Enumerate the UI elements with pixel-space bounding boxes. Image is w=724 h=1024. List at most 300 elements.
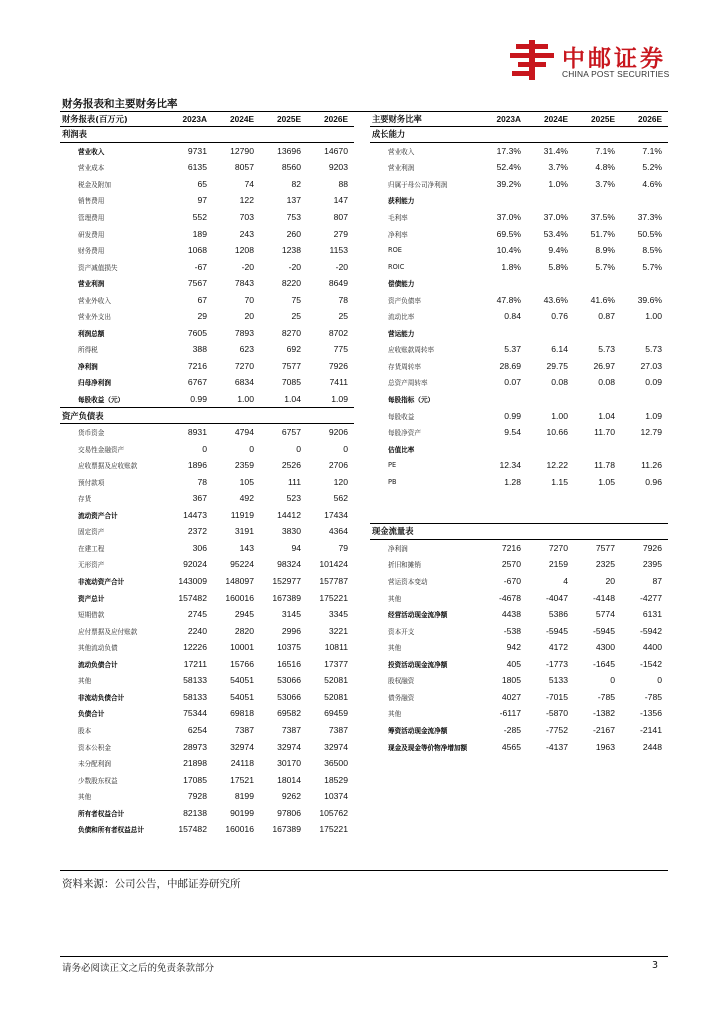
table-row [370,325,668,342]
cell-value: -1356 [640,708,662,719]
cell-value: 53066 [277,691,301,702]
cell-value: 8.9% [595,245,615,256]
cell-value: 0.76 [551,311,568,322]
cell-value: 7085 [281,377,301,388]
cell-value: 29.75 [546,360,568,371]
cell-value: 279 [333,228,348,239]
header-year: 2024E [527,112,574,126]
cell-value: 147 [333,195,348,206]
brand-name-en: CHINA POST SECURITIES [562,69,670,79]
cell-value: 122 [239,195,254,206]
cell-value: 7387 [281,724,301,735]
row-label: 现金及现金等价物净增加额 [388,743,468,752]
cell-value: 53.4% [543,228,568,239]
cell-value: -7752 [546,724,568,735]
cell-value: 2945 [234,609,254,620]
cell-value: 30170 [277,758,301,769]
table-row [370,143,668,160]
cell-value: 28.69 [499,360,521,371]
row-label: 资本开支 [388,627,415,636]
disclaimer-note: 请务必阅读正文之后的免责条款部分 [62,963,215,974]
table-row [370,126,668,143]
cell-value: 17.3% [496,146,521,157]
table-row [60,656,354,673]
cell-value [527,490,574,507]
row-label: 未分配利润 [78,760,111,769]
row-label: 每股指标（元） [388,396,435,405]
table-row [370,159,668,176]
table-row [370,374,668,391]
row-label: 每股收益 [388,412,415,421]
cell-value: 4 [563,576,568,587]
cell-value: 8702 [328,327,348,338]
cell-value: 8649 [328,278,348,289]
cell-value: 2325 [595,559,615,570]
cell-value: -20 [241,261,254,272]
cell-value: -7015 [546,691,568,702]
cell-value: 2359 [234,460,254,471]
cell-value: 78 [197,476,207,487]
table-row [370,440,668,457]
cell-value: 3.7% [548,162,568,173]
cell-value: 4565 [501,741,521,752]
cell-value: -1773 [546,658,568,669]
financial-statements-table [60,112,354,838]
cell-value [480,507,527,524]
cell-value: 26.97 [593,360,615,371]
cell-value: 82 [291,178,301,189]
cell-value: 58133 [183,691,207,702]
cell-value [307,126,354,143]
cell-value: 2570 [501,559,521,570]
row-label: 销售费用 [78,197,105,206]
cell-value: 9206 [328,427,348,438]
cell-value: -785 [597,691,615,702]
cell-value: 2448 [642,741,662,752]
cell-value: 2240 [187,625,207,636]
cell-value: 27.03 [640,360,662,371]
cell-value: 10375 [277,642,301,653]
row-label: 所有者权益合计 [78,809,125,818]
cell-value: 0.87 [598,311,615,322]
cell-value [307,407,354,424]
cell-value [527,507,574,524]
cell-value: 5.37 [504,344,521,355]
cell-value: 5774 [595,609,615,620]
cell-value [480,192,527,209]
cell-value: 160016 [225,824,254,835]
table-header-row [370,112,668,126]
cell-value: -4148 [593,592,615,603]
header-year: 2023A [166,112,213,126]
table-row [60,523,354,540]
cell-value: 0 [657,675,662,686]
table-row [60,788,354,805]
row-label: 投资活动现金流净额 [388,660,448,669]
cell-value: -1542 [640,658,662,669]
cell-value: 8931 [187,427,207,438]
table-row [370,225,668,242]
header-year: 2026E [307,112,354,126]
cell-value: 3345 [328,609,348,620]
cell-value: 32974 [230,741,254,752]
table-row [370,589,668,606]
cell-value: 11.70 [594,427,615,438]
row-label: 净利润 [78,362,98,371]
cell-value: 7926 [328,360,348,371]
row-label: 资本公积金 [78,743,111,752]
table-row [370,407,668,424]
cell-value: 24118 [230,758,254,769]
cell-value: 21898 [183,758,207,769]
cell-value: 14412 [277,509,301,520]
brand-logo [510,38,670,84]
table-row [60,407,354,424]
table-row [60,755,354,772]
row-label: 资产负债率 [388,296,421,305]
cell-value: 1.8% [501,261,521,272]
cell-value: 1.0% [548,178,568,189]
table-row [370,176,668,193]
cell-value: 69818 [230,708,254,719]
cell-value: 3830 [281,526,301,537]
cell-value: -4678 [499,592,521,603]
table-row [60,589,354,606]
cell-value: 28973 [183,741,207,752]
cell-value [213,407,260,424]
cell-value: 1.00 [551,410,568,421]
cell-value: 175221 [319,824,348,835]
table-row [370,573,668,590]
cell-value: 0.09 [645,377,662,388]
row-label: 营业利润 [78,280,105,289]
cell-value: 17085 [183,774,207,785]
cell-value: 12.79 [640,427,662,438]
cell-value: 143009 [178,576,207,587]
cell-value: 4172 [548,642,568,653]
cell-value: 65 [197,178,207,189]
cell-value [480,126,527,143]
row-label: 所得税 [78,346,98,355]
cell-value: 2395 [642,559,662,570]
cell-value: 17377 [324,658,348,669]
row-label: 其他 [78,793,92,802]
cell-value: 6.14 [551,344,568,355]
cell-value: 5.7% [595,261,615,272]
table-row [60,325,354,342]
cell-value [260,407,307,424]
cell-value: 36500 [324,758,348,769]
table-row [60,771,354,788]
row-label: 存货周转率 [388,362,421,371]
cell-value: 4.8% [595,162,615,173]
cell-value [527,391,574,408]
cell-value: 1.15 [551,476,568,487]
cell-value: -1645 [593,658,615,669]
table-row [60,291,354,308]
row-label: 归属于母公司净利润 [388,180,448,189]
table-row [60,804,354,821]
cell-value: 942 [506,642,521,653]
cell-value [260,126,307,143]
table-row [60,821,354,838]
table-row [370,672,668,689]
table-row [60,689,354,706]
cell-value: 1.00 [213,391,260,408]
cell-value: -5870 [546,708,568,719]
cell-value: 4794 [234,427,254,438]
cell-value: 8199 [234,791,254,802]
cell-value: 1.09 [645,410,662,421]
cell-value: 37.5% [590,212,615,222]
cell-value: 260 [286,228,301,239]
cell-value: 69.5% [496,228,521,239]
cell-value: -5945 [593,625,615,636]
table-row [370,192,668,209]
cell-value [480,523,527,540]
cell-value: 18529 [324,774,348,785]
cell-value [574,490,621,507]
cell-value [574,523,621,540]
table-row [60,490,354,507]
cell-value: 7411 [329,377,348,388]
cell-value [621,391,668,408]
cell-value: 58133 [183,675,207,686]
cell-value: -670 [503,576,521,587]
cell-value: 69582 [277,708,301,719]
cell-value: 1238 [281,245,301,256]
table-row [60,424,354,441]
cell-value: 70 [244,294,254,305]
row-label: 利润总额 [78,329,105,338]
table-row [60,622,354,639]
cell-value: 623 [239,344,254,355]
cell-value: 7577 [595,543,615,554]
row-label: 营运资本变动 [388,578,428,587]
row-label: 流动资产合计 [78,511,118,520]
cell-value: 12790 [230,146,254,157]
table-row [60,341,354,358]
table-header-row [60,112,354,126]
row-label: 营业成本 [78,164,105,173]
row-label: 净利润 [388,545,408,554]
cell-value: 4300 [595,642,615,653]
row-label: 筹资活动现金流净额 [388,726,448,735]
cell-value [527,192,574,209]
cell-value: 67 [197,294,207,305]
cell-value: 2820 [234,625,254,636]
row-label: 其他 [388,644,402,653]
table-row [370,258,668,275]
table-row [370,209,668,226]
cell-value: 10.66 [546,427,568,438]
cell-value: 25 [338,311,348,322]
cell-value: 4364 [328,526,348,537]
cell-value: 807 [333,212,348,222]
table-row [370,622,668,639]
cell-value: 2159 [548,559,568,570]
row-label: 固定资产 [78,528,105,537]
cell-value: 105 [239,476,254,487]
cell-value: 41.6% [590,294,615,305]
cell-value: 7.1% [595,146,615,157]
footer-divider [60,956,668,957]
header-label: 财务报表(百万元) [60,112,166,126]
cell-value: 1805 [501,675,521,686]
cell-value: 9262 [281,791,301,802]
row-label: 经营活动现金流净额 [388,611,448,620]
cell-value: 12.34 [499,460,521,471]
row-label: PB [388,477,397,486]
cell-value: 39.6% [637,294,662,305]
row-label: 营业收入 [78,148,105,157]
cell-value: 7216 [187,360,207,371]
cell-value: 8270 [281,327,301,338]
row-label: 净利率 [388,230,408,239]
cell-value [574,192,621,209]
cell-value [574,275,621,292]
cell-value: 37.3% [637,212,662,222]
cell-value: 105762 [319,807,348,818]
cell-value: 7843 [234,278,254,289]
cell-value: 175221 [319,592,348,603]
cell-value: 367 [192,493,207,504]
cell-value: 7.1% [642,146,662,157]
row-label: 研发费用 [78,230,105,239]
header-year: 2026E [621,112,668,126]
cell-value [574,325,621,342]
cell-value: 148097 [225,576,254,587]
section-heading: 资产负债表 [60,407,166,424]
table-row [60,556,354,573]
cell-value: 0 [249,443,254,454]
cell-value: 243 [239,228,254,239]
cell-value: 157482 [178,824,207,835]
cell-value: 79 [338,542,348,553]
row-label: 非流动资产合计 [78,578,125,587]
row-label: 财务费用 [78,247,105,256]
table-row [60,176,354,193]
cell-value: 9.54 [504,427,521,438]
cell-value [213,126,260,143]
cell-value: 306 [192,542,207,553]
cell-value: 0 [343,443,348,454]
header-year: 2024E [213,112,260,126]
cell-value [574,440,621,457]
cell-value: 7270 [234,360,254,371]
table-row [60,573,354,590]
table-row [60,225,354,242]
cell-value: 775 [333,344,348,355]
cell-value: 160016 [225,592,254,603]
cell-value: -285 [503,724,521,735]
table-row [370,556,668,573]
cell-value [527,523,574,540]
cell-value: 5.7% [642,261,662,272]
cell-value: 37.0% [543,212,568,222]
table-row [370,490,668,507]
row-label: 营运能力 [388,329,415,338]
row-label: ROE [388,246,402,255]
cell-value: 6757 [281,427,301,438]
cell-value: 37.0% [496,212,521,222]
source-note: 资料来源：公司公告，中邮证券研究所 [62,878,241,890]
cell-value: 4400 [642,642,662,653]
cell-value [574,507,621,524]
cell-value: 31.4% [543,146,568,157]
cell-value: 5386 [548,609,568,620]
cell-value: 152977 [272,576,301,587]
row-label: 其他 [388,594,402,603]
row-label: 营业外收入 [78,296,111,305]
cell-value: 2526 [281,460,301,471]
cell-value: 98324 [277,559,301,570]
cell-value: -1382 [593,708,615,719]
row-label: 其他流动负债 [78,644,118,653]
cell-value [574,126,621,143]
section-heading: 成长能力 [370,126,480,143]
cell-value [621,440,668,457]
china-post-logo-icon [510,40,554,80]
cell-value [480,391,527,408]
header-year: 2023A [480,112,527,126]
cell-value: 0.07 [504,377,521,388]
cell-value [574,391,621,408]
cell-value: 3.7% [595,178,615,189]
cell-value: 90199 [230,807,254,818]
cell-value: -20 [288,261,301,272]
cell-value: 405 [506,658,521,669]
table-row [370,722,668,739]
table-row [370,705,668,722]
row-label: 非流动负债合计 [78,693,125,702]
row-label: 获利能力 [388,197,415,206]
table-bottom-divider [60,870,668,871]
cell-value: 32974 [277,741,301,752]
cell-value: 5.73 [645,344,662,355]
row-label: 流动负债合计 [78,660,118,669]
table-row [370,424,668,441]
cell-value: 2996 [281,625,301,636]
header-year: 2025E [574,112,621,126]
row-label: 税金及附加 [78,180,111,189]
table-row [60,209,354,226]
cell-value: 7928 [187,791,207,802]
cell-value: 7567 [187,278,207,289]
cell-value: 9203 [328,162,348,173]
header-year: 2025E [260,112,307,126]
table-row [370,689,668,706]
cell-value: 753 [286,212,301,222]
header-label: 主要财务比率 [370,112,480,126]
cell-value [527,440,574,457]
cell-value: 1.04 [598,410,615,421]
cell-value: 53066 [277,675,301,686]
cell-value [166,126,213,143]
table-row [60,738,354,755]
table-row [370,473,668,490]
row-label: 总资产周转率 [388,379,428,388]
cell-value: 4027 [501,691,521,702]
cell-value: 6767 [187,377,207,388]
cell-value: 2706 [328,460,348,471]
table-row [60,308,354,325]
row-label: 股权融资 [388,677,415,686]
cell-value: 2745 [187,609,207,620]
cell-value: 5.8% [548,261,568,272]
cell-value [166,407,213,424]
row-label [370,507,480,524]
